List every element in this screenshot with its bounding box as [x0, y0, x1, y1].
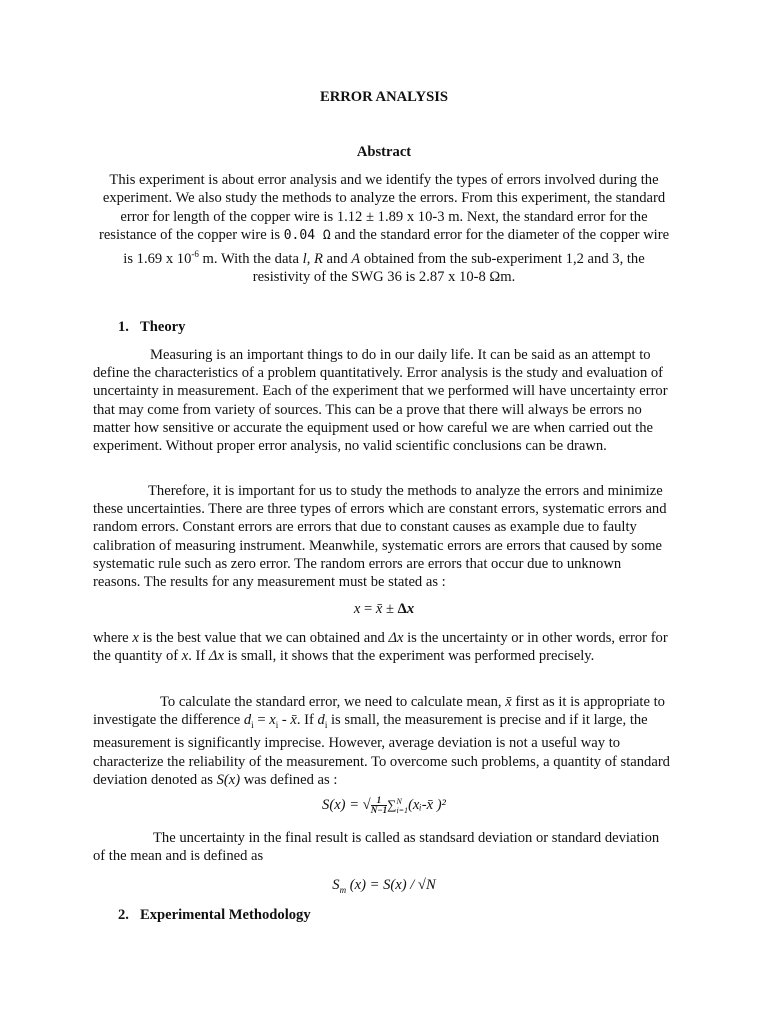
eq-mean: x̄	[375, 601, 383, 617]
var: x̄	[505, 694, 512, 710]
abstract-heading: Abstract	[356, 144, 412, 160]
var: d	[317, 712, 325, 729]
abstract-text-1: This experiment is about error analysis and we identify the types of errors involved during the experiment. We also study the methods to analyze the errors. From this experiment, the standard error for length of the copper wire is 1.12 ± 1.89 x 10-3 m. Next, the standard error for the resistance of the copper wire is	[98, 172, 666, 243]
var: Δx	[208, 648, 224, 665]
equation-std-dev	[0, 796, 768, 815]
section-number: 1.	[118, 319, 129, 335]
section-number: 2.	[118, 907, 129, 923]
eq-lhs: S(x) = √	[322, 797, 371, 813]
text: =	[253, 712, 270, 729]
var-r: R	[313, 251, 323, 268]
section-title: Theory	[140, 319, 186, 335]
var-l: l	[302, 251, 307, 268]
abstract-text-4: obtained from the sub-experiment 1,2 and 3, the resistivity of the SWG 36 is 2.87 x 10-8 Ωm.	[252, 251, 645, 286]
denominator: N−1	[370, 805, 388, 816]
section-title: Experimental Methodology	[140, 907, 311, 923]
equation-std-error	[0, 876, 768, 899]
equation-result	[0, 600, 768, 618]
abstract-text-3: m. With the data	[198, 251, 303, 268]
paragraph-text: Therefore, it is important for us to study the methods to analyze the errors and minimize these uncertainties. There are three types of errors which are constant errors, systematic errors and random errors. Constant errors are errors that due to constant causes as example due to faulty calibration of measuring instrument. Meanwhile, systematic errors are errors that caused by some systematic rule such as zero error. The random errors are errors that occur due to unknown reasons. The results for any measurement must be stated as :	[93, 483, 667, 591]
fraction	[371, 796, 387, 815]
var: x	[181, 648, 189, 665]
text: . If	[188, 648, 209, 665]
sum-body: (xᵢ-x̄ )²	[408, 797, 446, 813]
lower-limit: i=1	[396, 805, 409, 815]
numerator: 1	[371, 796, 387, 806]
eq-x: x	[406, 601, 415, 617]
theory-paragraph-1	[93, 346, 671, 455]
var: Δx	[388, 630, 404, 646]
paragraph-text	[93, 693, 671, 789]
theory-paragraph-3	[93, 629, 671, 665]
eq-subscript: m	[339, 884, 347, 895]
and-text: and	[322, 251, 352, 268]
text: . If	[296, 712, 318, 729]
var: x	[132, 630, 139, 646]
subscript: i	[275, 720, 279, 731]
text: first as it is appropriate to investigate the difference	[93, 694, 665, 729]
sum-symbol: ∑	[387, 797, 397, 812]
theory-paragraph-5	[93, 829, 671, 865]
var: S(x)	[216, 771, 241, 788]
subscript: i	[251, 720, 254, 731]
subscript: i	[324, 720, 328, 731]
document-title: ERROR ANALYSIS	[319, 89, 448, 105]
text: is the best value that we can obtained and	[138, 630, 389, 646]
paragraph-text: Measuring is an important things to do in our daily life. It can be said as an attempt to define the characteristics of a problem quantitatively. Error analysis is the study and evaluation of uncertainty in measurement. Each of the experiment that we performed will have uncertainty error that may come from variety of sources. This can be a prove that there will always be errors no matter how sensitive or accurate the equipment used or how careful we are when carried out the experiment. Without proper error analysis, no valid scientific conclusions can be drawn.	[93, 347, 668, 455]
eq-lhs: x	[353, 601, 361, 617]
upper-limit: N	[396, 796, 402, 806]
text: To calculate the standard error, we need to calculate mean,	[160, 694, 506, 710]
abstract-paragraph	[96, 171, 672, 287]
theory-paragraph-4	[93, 693, 671, 789]
text: -	[278, 712, 291, 729]
sum-limits	[396, 797, 408, 815]
text: was defined as :	[240, 771, 338, 788]
text: where	[93, 630, 133, 646]
paragraph-text: The uncertainty in the final result is called as standsard deviation or standard deviation of the mean and is defined as	[93, 830, 660, 865]
theory-paragraph-2	[93, 482, 671, 591]
section-methodology-heading	[118, 906, 311, 924]
exponent: -6	[191, 249, 199, 260]
paragraph-text	[93, 629, 671, 665]
abstract-text-2: and the standard error for the diameter of the copper wire is 1.69 x 10	[123, 226, 670, 268]
resistance-value: 0.04 Ω	[283, 227, 331, 243]
eq-plusminus: ±	[382, 601, 398, 617]
text: is small, the measurement is precise and if it large, the measurement is significantly imprecise. However, average deviation is not a useful way to characterize the reliability of the measurement. To overcome such problems, a quantity of standard deviation denoted as	[93, 712, 670, 788]
abstract-body	[96, 171, 672, 287]
eq-delta: Δ	[397, 601, 407, 617]
eq-s: S	[332, 877, 340, 893]
var: x̄	[290, 712, 297, 729]
eq-equals: =	[360, 601, 376, 617]
section-theory-heading	[118, 318, 185, 336]
eq-rhs: (x) = S(x) / √N	[346, 877, 436, 893]
sep: ,	[306, 251, 314, 268]
var-a: A	[351, 251, 361, 268]
text: is the uncertainty or in other words, error for the quantity of	[93, 630, 668, 665]
text: is small, it shows that the experiment was performed precisely.	[223, 648, 595, 665]
var: x	[269, 712, 276, 729]
var: d	[243, 712, 252, 729]
